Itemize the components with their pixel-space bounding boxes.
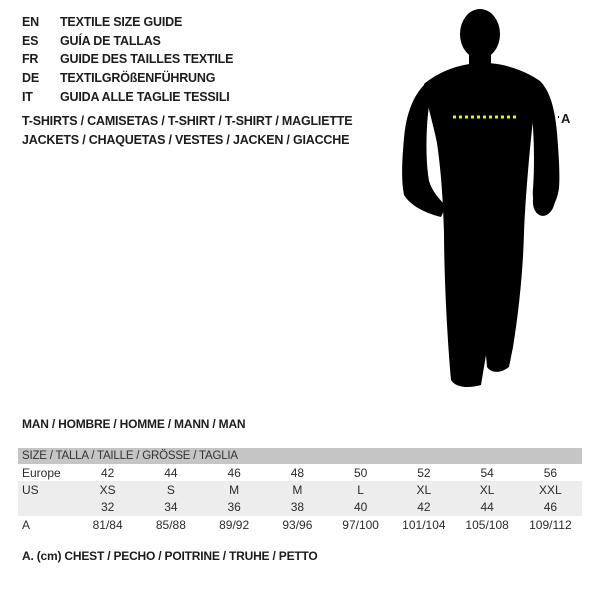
size-table (18, 448, 582, 533)
language-row (22, 69, 233, 88)
language-row (22, 13, 233, 32)
section-title-man: MAN / HOMBRE / HOMME / MANN / MAN (22, 417, 246, 431)
size-value: 48 (290, 465, 305, 480)
size-value: M (292, 482, 303, 497)
size-table-body (18, 464, 582, 533)
category-list (22, 112, 352, 149)
row-label: A (22, 517, 31, 532)
size-value: 44 (164, 465, 178, 480)
table-row (18, 481, 582, 498)
table-row (18, 516, 582, 533)
language-label: TEXTILE SIZE GUIDE (60, 15, 183, 29)
row-label: US (22, 482, 39, 497)
size-value: XS (99, 482, 116, 497)
size-value: 52 (417, 465, 431, 480)
size-value: S (166, 482, 175, 497)
size-value: 89/92 (219, 517, 250, 532)
language-code: IT (22, 89, 33, 104)
size-value: 50 (353, 465, 368, 480)
size-value: 34 (164, 500, 178, 515)
language-label: TEXTILGRÖßENFÜHRUNG (60, 71, 216, 86)
size-value: 97/100 (342, 517, 379, 532)
size-value: 101/104 (402, 517, 446, 532)
language-label: GUIDE DES TAILLES TEXTILE (60, 52, 234, 67)
category-line: T-SHIRTS / CAMISETAS / T-SHIRT / T-SHIRT / MAGLIETTE (22, 114, 353, 128)
size-value: M (229, 482, 240, 497)
size-value: 40 (353, 500, 368, 515)
row-label: Europe (22, 465, 61, 480)
table-row (18, 464, 582, 481)
size-value: 32 (100, 500, 115, 515)
size-value: XL (416, 482, 432, 497)
size-value: 38 (290, 500, 305, 515)
man-silhouette-shape (402, 9, 559, 387)
size-value: 36 (227, 500, 241, 515)
size-value: 42 (417, 500, 431, 515)
language-code: EN (22, 15, 39, 29)
size-value: 109/112 (529, 517, 572, 532)
size-value: 44 (480, 500, 494, 515)
size-value: 42 (100, 465, 115, 480)
language-row (22, 32, 233, 51)
size-value: 93/96 (282, 517, 313, 532)
language-code: DE (22, 71, 39, 86)
man-silhouette-figure (393, 5, 573, 395)
language-list (22, 13, 233, 107)
size-value: XL (479, 482, 495, 497)
language-label: GUÍA DE TALLAS (60, 33, 161, 48)
size-value: 46 (543, 500, 558, 515)
size-value: L (357, 482, 364, 497)
category-line: JACKETS / CHAQUETAS / VESTES / JACKEN / GIACCHE (22, 132, 350, 147)
size-table-header: SIZE / TALLA / TAILLE / GRÖSSE / TAGLIA (18, 448, 582, 464)
size-value: 105/108 (465, 517, 509, 532)
language-code: FR (22, 52, 39, 67)
size-value: 46 (227, 465, 241, 480)
language-row (22, 50, 233, 69)
measure-label-a: A (561, 111, 571, 126)
size-value: 56 (543, 465, 558, 480)
table-row (18, 499, 582, 516)
size-value: XXL (539, 482, 562, 497)
language-row (22, 88, 233, 107)
size-value: 85/88 (155, 517, 186, 532)
language-label: GUIDA ALLE TAGLIE TESSILI (60, 89, 230, 104)
size-value: 54 (480, 465, 494, 480)
footnote-chest: A. (cm) CHEST / PECHO / POITRINE / TRUHE / PETTO (22, 549, 318, 563)
language-code: ES (22, 33, 39, 48)
size-value: 81/84 (92, 517, 123, 532)
